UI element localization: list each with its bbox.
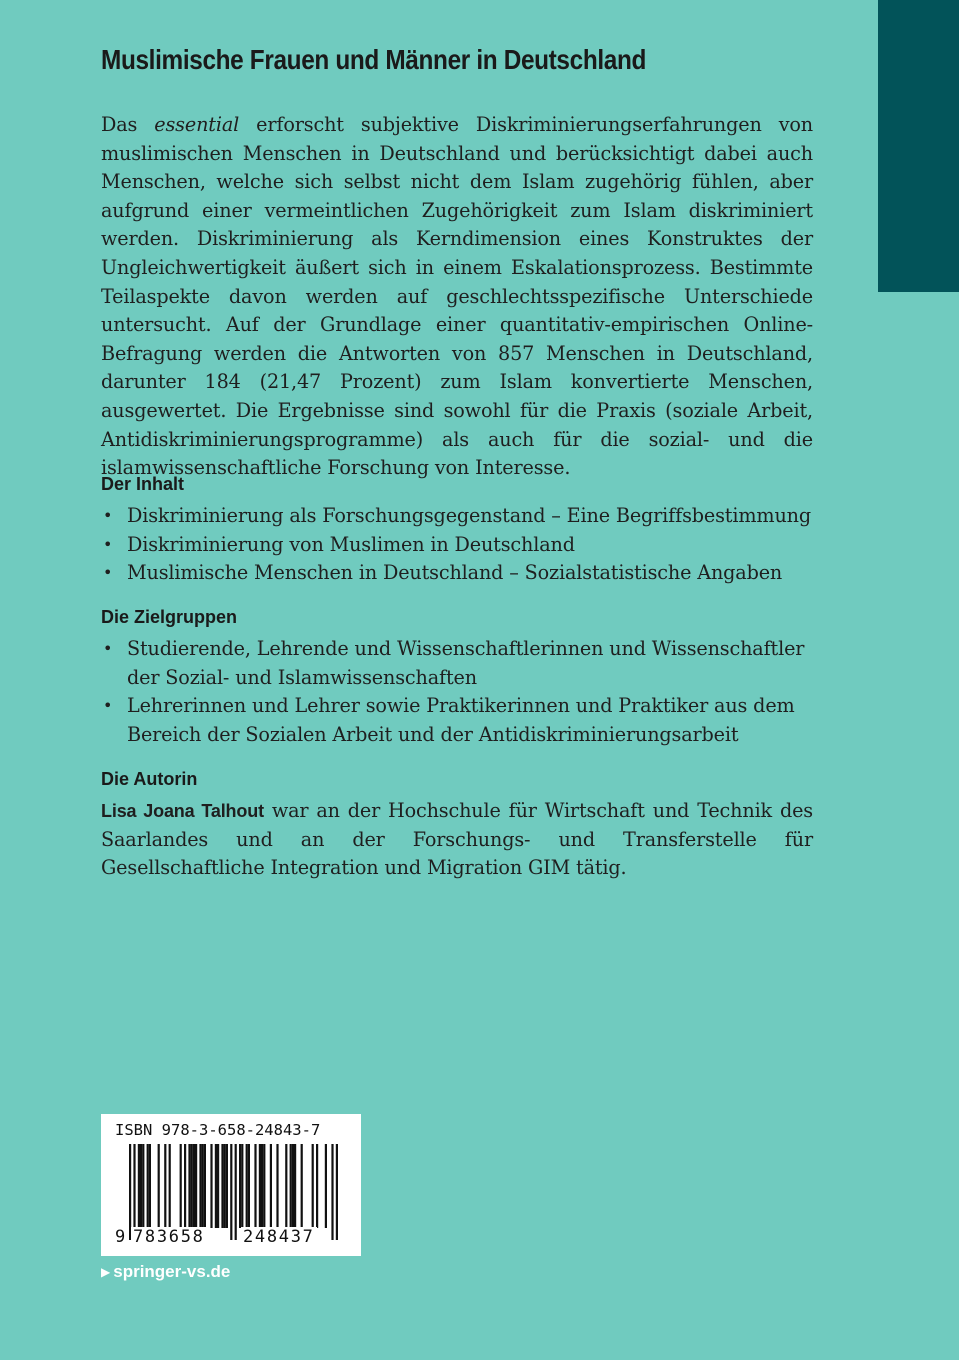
barcode-bar <box>312 1144 314 1228</box>
barcode-bar <box>254 1144 256 1228</box>
barcode-bar <box>226 1144 228 1228</box>
barcode-bar <box>248 1144 250 1228</box>
barcode-bar <box>199 1144 201 1228</box>
bullet-icon: • <box>103 696 113 716</box>
barcode-bar <box>184 1144 186 1228</box>
barcode-bar <box>294 1144 296 1228</box>
ean-first-digit: 9 <box>115 1227 126 1247</box>
barcode-bar <box>164 1144 166 1228</box>
ean-digits <box>101 1227 361 1251</box>
list-item: • Diskriminierung von Muslimen in Deutschland <box>101 531 813 560</box>
barcode-bar <box>204 1144 206 1228</box>
barcode-bar <box>188 1144 190 1228</box>
ean-left-group: 783658 <box>133 1227 205 1247</box>
barcode-bar <box>147 1144 149 1228</box>
triangle-right-icon: ▶ <box>101 1265 111 1279</box>
intro-lead: Das <box>101 113 155 136</box>
barcode-bar <box>263 1144 265 1228</box>
barcode-bar <box>290 1144 292 1228</box>
bullet-icon: • <box>103 506 113 525</box>
list-item: • Lehrerinnen und Lehrer sowie Praktikerinnen und Praktiker aus dem Bereich der Sozialen Arbeit und der Antidiskriminierungsarbeit <box>103 694 795 746</box>
intro-paragraph <box>101 111 813 483</box>
author-heading: Die Autorin <box>101 769 198 789</box>
author-name: Lisa Joana Talhout <box>101 801 264 821</box>
barcode-bar <box>195 1144 197 1228</box>
barcode-bar <box>259 1144 261 1228</box>
barcode-bar <box>158 1144 160 1228</box>
barcode-bar <box>224 1144 226 1228</box>
barcode-bar <box>193 1144 195 1228</box>
author-bio <box>101 797 813 883</box>
barcode-bar <box>169 1144 171 1228</box>
barcode-bar <box>129 1144 131 1240</box>
barcode-bar <box>138 1144 140 1228</box>
barcode-bar <box>202 1144 204 1228</box>
barcode-bar <box>301 1144 303 1228</box>
barcode-bar <box>149 1144 151 1228</box>
bullet-icon: • <box>103 563 113 583</box>
barcode-bar <box>270 1144 272 1228</box>
list-item: • Diskriminierung als Forschungsgegenstand – Eine Begriffsbestimmung <box>101 502 813 531</box>
barcode-bar <box>325 1144 327 1228</box>
barcode-bar <box>215 1144 217 1228</box>
audience-heading: Die Zielgruppen <box>101 607 238 627</box>
barcode-bar <box>276 1144 278 1228</box>
barcode-bar <box>336 1144 338 1240</box>
barcode-bar <box>142 1144 144 1228</box>
barcode-bar <box>217 1144 219 1228</box>
barcode-bar <box>316 1144 318 1228</box>
barcode-bar <box>235 1144 237 1240</box>
ean-right-group: 248437 <box>243 1227 315 1247</box>
intro-emphasis: essential <box>154 113 240 136</box>
contents-heading: Der Inhalt <box>101 474 185 494</box>
barcode-bar <box>210 1144 212 1228</box>
barcode-bar <box>180 1144 182 1228</box>
list-item: • Muslimische Menschen in Deutschland – Sozialstatistische Angaben <box>101 559 813 588</box>
barcode-bar <box>133 1144 135 1240</box>
barcode-bar <box>191 1144 193 1228</box>
barcode-bar <box>285 1144 287 1228</box>
barcode-bar <box>239 1144 241 1228</box>
audience-list <box>101 635 813 749</box>
publisher-url: springer-vs.de <box>113 1262 231 1281</box>
author-bio-text: war an der Hochschule für Wirtschaft und Technik des Saarlandes und an der Forschungs- und Transferstelle für Gesellschaftliche Integration und Migration GIM tätig. <box>101 799 813 880</box>
barcode-bar <box>261 1144 263 1228</box>
publisher-link[interactable] <box>101 1262 230 1282</box>
intro-text: erforscht subjektive Diskriminierungserfahrungen von muslimischen Menschen in Deutschland und berücksichtigt dabei auch Menschen, welche sich selbst nicht dem Islam zugehörig fühlen, aber aufgrund einer vermeintlichen Zugehörigkeit zum Islam diskriminiert werden. Diskriminierung als Kerndimension eines Konstruktes der Ungleichwertigkeit äußert sich in einem Eskalationsprozess. Bestimmte Teilaspekte davon werden auf geschlechtsspezifische Unterschiede untersucht. Auf der Grundlage einer quantitativ-empirischen Online-Befragung werden die Antworten von 857 Menschen in Deutschland, darunter 184 (21,47 Prozent) zum Islam konvertierte Menschen, ausgewertet. Die Ergebnisse sind sowohl für die Praxis (soziale Arbeit, Antidiskriminierungsprogramme) als auch für die sozial- und die islamwissenschaftliche Forschung von Interesse. <box>101 113 814 480</box>
barcode-bar <box>331 1144 333 1240</box>
bullet-icon: • <box>103 639 113 658</box>
bullet-icon: • <box>103 534 113 554</box>
barcode-bar <box>241 1144 243 1228</box>
isbn-label: ISBN 978-3-658-24843-7 <box>115 1121 321 1139</box>
barcode-bar <box>140 1144 142 1228</box>
list-item: • Studierende, Lehrende und Wissenschaftlerinnen und Wissenschaftler der Sozial- und Islamwissenschaften <box>103 637 805 689</box>
book-title: Muslimische Frauen und Männer in Deutschland <box>101 44 647 75</box>
barcode-bar <box>246 1144 248 1228</box>
barcode-bar <box>292 1144 294 1228</box>
barcode-bar <box>230 1144 232 1240</box>
contents-list <box>101 502 813 588</box>
barcode-bar <box>221 1144 223 1228</box>
isbn-barcode <box>101 1114 361 1256</box>
spine-color-band <box>878 0 959 292</box>
